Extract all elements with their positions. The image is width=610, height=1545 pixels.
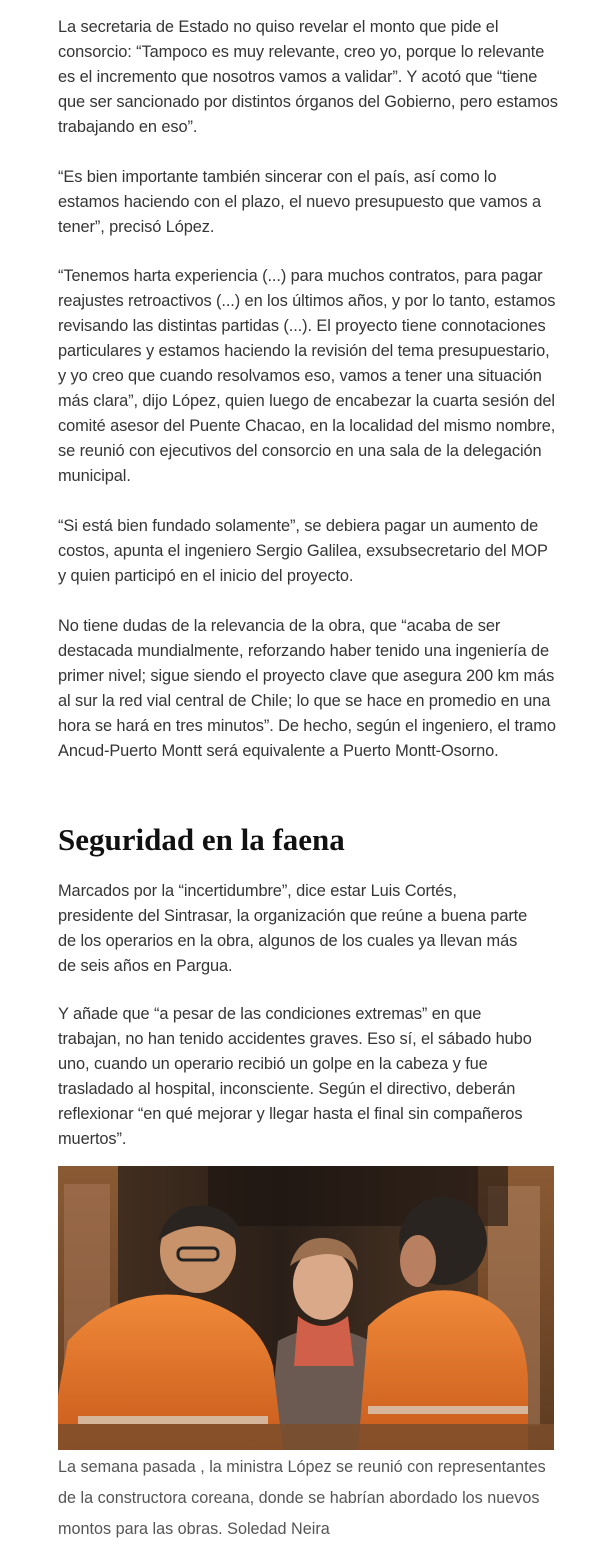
meeting-photo-image: [58, 1166, 554, 1450]
paragraph-1: La secretaria de Estado no quiso revelar el monto que pide el consorcio: “Tampoco es muy relevante, creo yo, porque lo relevante es el incremento que nosotros vamos a validar”. Y acotó que “tiene que ser sancionado por distintos órganos del Gobierno, pero estamos trabajando en eso”.: [58, 18, 558, 136]
paragraph-2: “Es bien importante también sincerar con el país, así como lo estamos haciendo con el plazo, el nuevo presupuesto que vamos a tener”, precisó López.: [58, 168, 542, 236]
meeting-photo: [58, 1166, 554, 1450]
section-paragraph-1: Marcados por la “incertidumbre”, dice estar Luis Cortés, presidente del Sintrasar, la organización que reúne a buena parte de los operarios en la obra, algunos de los cuales ya llevan más de seis años en Pargua.: [58, 882, 528, 975]
paragraph-4: “Si está bien fundado solamente”, se debiera pagar un aumento de costos, apunta el ingeniero Sergio Galilea, exsubsecretario del MOP y quien participó en el inicio del proyecto.: [58, 517, 548, 585]
paragraph-5: No tiene dudas de la relevancia de la obra, que “acaba de ser destacada mundialmente, reforzando haber tenido una ingeniería de primer nivel; sigue siendo el proyecto clave que asegura 200 km más al sur la red vial central de Chile; lo que se hace en promedio en una hora se hará en tres minutos”. De hecho, según el ingeniero, el tramo Ancud-Puerto Montt será equivalente a Puerto Montt-Osorno.: [58, 617, 556, 760]
section-paragraph-2: Y añade que “a pesar de las condiciones extremas” en que trabajan, no han tenido accidentes graves. Eso sí, el sábado hubo uno, cuando un operario recibió un golpe en la cabeza y fue trasladado al hospital, inconsciente. Según el directivo, deberán reflexionar “en qué mejorar y llegar hasta el final sin compañeros muertos”.: [58, 1005, 532, 1148]
photo-caption: La semana pasada , la ministra López se reunió con representantes de la constructora coreana, donde se habrían abordado los nuevos montos para las obras. Soledad Neira: [58, 1458, 546, 1538]
section-heading: Seguridad en la faena: [58, 822, 345, 857]
paragraph-3: “Tenemos harta experiencia (...) para muchos contratos, para pagar reajustes retroactivos (...) en los últimos años, y por lo tanto, estamos revisando las distintas partidas (...). El proyecto tiene connotaciones particulares y estamos haciendo la revisión del tema presupuestario, y yo creo que cuando resolvamos eso, vamos a tener una situación más clara”, dijo López, quien luego de encabezar la cuarta sesión del comité asesor del Puente Chacao, en la localidad del mismo nombre, se reunió con ejecutivos del consorcio en una sala de la delegación municipal.: [58, 267, 556, 485]
